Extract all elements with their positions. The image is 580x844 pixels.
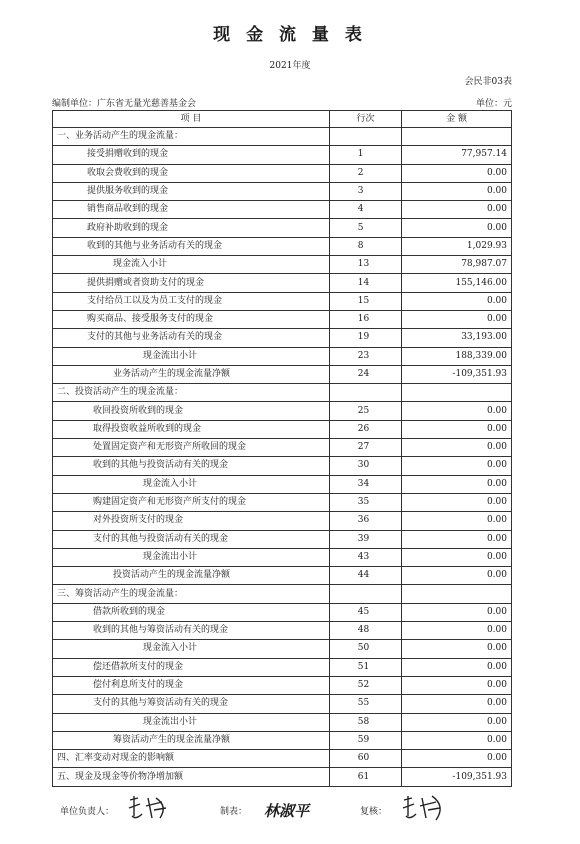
- row-amount: 0.00: [402, 201, 512, 219]
- table-row: [53, 164, 512, 182]
- table-header-row: [53, 111, 512, 128]
- row-item-label: 偿付利息所支付的现金: [53, 676, 330, 694]
- row-item-label: 现金流出小计: [53, 713, 330, 731]
- table-row: [53, 128, 512, 146]
- row-line-number: 60: [329, 750, 401, 768]
- row-item-label: 接受捐赠收到的现金: [53, 146, 330, 164]
- row-item-label: 收到的其他与筹资活动有关的现金: [53, 622, 330, 640]
- row-line-number: 16: [329, 310, 401, 328]
- table-row: [53, 292, 512, 310]
- row-line-number: 61: [329, 768, 401, 786]
- row-amount: 0.00: [402, 676, 512, 694]
- row-amount: 0.00: [402, 310, 512, 328]
- row-item-label: 五、现金及现金等价物净增加额: [53, 768, 330, 786]
- table-row: [53, 658, 512, 676]
- row-line-number: 19: [329, 329, 401, 347]
- header-line-no: 行次: [329, 111, 401, 128]
- row-item-label: 对外投资所支付的现金: [53, 512, 330, 530]
- row-amount: [402, 128, 512, 146]
- table-row: [53, 256, 512, 274]
- row-line-number: 27: [329, 439, 401, 457]
- row-item-label: 销售商品收到的现金: [53, 201, 330, 219]
- table-row: [53, 640, 512, 658]
- row-item-label: 收到的其他与投资活动有关的现金: [53, 457, 330, 475]
- header-amount: 金 额: [402, 111, 512, 128]
- row-amount: 0.00: [402, 493, 512, 511]
- row-amount: 0.00: [402, 439, 512, 457]
- row-amount: 77,957.14: [402, 146, 512, 164]
- row-item-label: 偿还借款所支付的现金: [53, 658, 330, 676]
- table-row: [53, 384, 512, 402]
- row-line-number: 36: [329, 512, 401, 530]
- table-row: [53, 676, 512, 694]
- table-row: [53, 237, 512, 255]
- table-row: [53, 329, 512, 347]
- row-amount: 0.00: [402, 548, 512, 566]
- table-row: [53, 182, 512, 200]
- table-row: [53, 548, 512, 566]
- row-amount: 0.00: [402, 292, 512, 310]
- table-row: [53, 603, 512, 621]
- cash-flow-table: [52, 110, 512, 787]
- row-line-number: 3: [329, 182, 401, 200]
- header-item: 项 目: [53, 111, 330, 128]
- responsible-label: 单位负责人：: [60, 807, 115, 817]
- reviewer-signature: [400, 792, 450, 822]
- row-amount: -109,351.93: [402, 768, 512, 786]
- row-line-number: 24: [329, 365, 401, 383]
- row-line-number: 23: [329, 347, 401, 365]
- row-amount: 1,029.93: [402, 237, 512, 255]
- table-row: [53, 402, 512, 420]
- table-row: [53, 219, 512, 237]
- row-line-number: 26: [329, 420, 401, 438]
- row-item-label: 现金流入小计: [53, 256, 330, 274]
- row-item-label: 支付的其他与筹资活动有关的现金: [53, 695, 330, 713]
- table-row: [53, 622, 512, 640]
- row-line-number: 4: [329, 201, 401, 219]
- table-row: [53, 439, 512, 457]
- row-item-label: 处置固定资产和无形资产所收回的现金: [53, 439, 330, 457]
- table-row: [53, 585, 512, 603]
- preparer-label: 制表：: [220, 807, 248, 817]
- row-amount: 0.00: [402, 457, 512, 475]
- table-row: [53, 420, 512, 438]
- row-item-label: 取得投资收益所收到的现金: [53, 420, 330, 438]
- row-line-number: 8: [329, 237, 401, 255]
- row-amount: 0.00: [402, 512, 512, 530]
- row-item-label: 购建固定资产和无形资产所支付的现金: [53, 493, 330, 511]
- row-line-number: 25: [329, 402, 401, 420]
- reviewer-label: 复核：: [360, 807, 388, 817]
- row-amount: 0.00: [402, 420, 512, 438]
- row-item-label: 支付的其他与投资活动有关的现金: [53, 530, 330, 548]
- row-line-number: 35: [329, 493, 401, 511]
- responsible-signature: [126, 792, 172, 822]
- row-item-label: 四、汇率变动对现金的影响额: [53, 750, 330, 768]
- row-item-label: 业务活动产生的现金流量净额: [53, 365, 330, 383]
- row-amount: 0.00: [402, 402, 512, 420]
- row-item-label: 三、筹资活动产生的现金流量：: [53, 585, 330, 603]
- table-row: [53, 713, 512, 731]
- row-line-number: 58: [329, 713, 401, 731]
- row-line-number: 43: [329, 548, 401, 566]
- row-amount: 0.00: [402, 695, 512, 713]
- row-amount: 78,987.07: [402, 256, 512, 274]
- row-amount: 0.00: [402, 530, 512, 548]
- row-amount: 0.00: [402, 640, 512, 658]
- organization-label: 编制单位：广东省无量光慈善基金会: [52, 99, 197, 109]
- table-row: [53, 457, 512, 475]
- row-line-number: 14: [329, 274, 401, 292]
- currency-unit-label: 单位：元: [475, 99, 512, 109]
- table-row: [53, 567, 512, 585]
- row-item-label: 收取会费收到的现金: [53, 164, 330, 182]
- row-item-label: 购买商品、接受服务支付的现金: [53, 310, 330, 328]
- row-line-number: 30: [329, 457, 401, 475]
- table-row: [53, 365, 512, 383]
- table-row: [53, 201, 512, 219]
- row-amount: [402, 585, 512, 603]
- row-item-label: 支付给员工以及为员工支付的现金: [53, 292, 330, 310]
- row-line-number: 15: [329, 292, 401, 310]
- row-amount: 0.00: [402, 219, 512, 237]
- row-amount: 0.00: [402, 603, 512, 621]
- report-year: 2021年度: [269, 61, 311, 71]
- row-line-number: [329, 128, 401, 146]
- table-row: [53, 731, 512, 749]
- row-item-label: 现金流入小计: [53, 475, 330, 493]
- row-line-number: 45: [329, 603, 401, 621]
- row-line-number: [329, 585, 401, 603]
- row-amount: 0.00: [402, 622, 512, 640]
- row-amount: 0.00: [402, 658, 512, 676]
- row-line-number: 34: [329, 475, 401, 493]
- table-row: [53, 695, 512, 713]
- row-amount: 0.00: [402, 713, 512, 731]
- row-amount: 0.00: [402, 750, 512, 768]
- row-amount: 0.00: [402, 567, 512, 585]
- row-item-label: 二、投资活动产生的现金流量：: [53, 384, 330, 402]
- row-amount: 0.00: [402, 182, 512, 200]
- row-amount: [402, 384, 512, 402]
- row-line-number: 39: [329, 530, 401, 548]
- form-code: 会民非03表: [464, 77, 512, 87]
- row-line-number: 44: [329, 567, 401, 585]
- row-amount: 155,146.00: [402, 274, 512, 292]
- table-row: [53, 274, 512, 292]
- row-line-number: 2: [329, 164, 401, 182]
- row-item-label: 一、业务活动产生的现金流量：: [53, 128, 330, 146]
- row-amount: 0.00: [402, 475, 512, 493]
- row-line-number: 59: [329, 731, 401, 749]
- table-row: [53, 750, 512, 768]
- row-line-number: 5: [329, 219, 401, 237]
- table-row: [53, 347, 512, 365]
- row-line-number: 50: [329, 640, 401, 658]
- row-item-label: 现金流出小计: [53, 548, 330, 566]
- row-item-label: 提供捐赠或者资助支付的现金: [53, 274, 330, 292]
- row-line-number: 51: [329, 658, 401, 676]
- row-line-number: 52: [329, 676, 401, 694]
- row-amount: 33,193.00: [402, 329, 512, 347]
- row-line-number: 13: [329, 256, 401, 274]
- row-item-label: 借款所收到的现金: [53, 603, 330, 621]
- row-item-label: 收到的其他与业务活动有关的现金: [53, 237, 330, 255]
- row-line-number: 55: [329, 695, 401, 713]
- table-row: [53, 475, 512, 493]
- row-item-label: 收回投资所收到的现金: [53, 402, 330, 420]
- table-row: [53, 493, 512, 511]
- table-row: [53, 146, 512, 164]
- row-item-label: 现金流出小计: [53, 347, 330, 365]
- row-item-label: 支付的其他与业务活动有关的现金: [53, 329, 330, 347]
- row-item-label: 筹资活动产生的现金流量净额: [53, 731, 330, 749]
- row-amount: 0.00: [402, 164, 512, 182]
- row-item-label: 现金流入小计: [53, 640, 330, 658]
- table-row: [53, 768, 512, 786]
- row-item-label: 投资活动产生的现金流量净额: [53, 567, 330, 585]
- row-amount: 0.00: [402, 731, 512, 749]
- row-line-number: 48: [329, 622, 401, 640]
- preparer-signature: 林淑平: [264, 802, 310, 820]
- row-amount: 188,339.00: [402, 347, 512, 365]
- table-row: [53, 512, 512, 530]
- table-row: [53, 310, 512, 328]
- table-row: [53, 530, 512, 548]
- row-line-number: 1: [329, 146, 401, 164]
- row-line-number: [329, 384, 401, 402]
- row-item-label: 提供服务收到的现金: [53, 182, 330, 200]
- report-title: 现 金 流 量 表: [213, 25, 367, 45]
- row-item-label: 政府补助收到的现金: [53, 219, 330, 237]
- row-amount: -109,351.93: [402, 365, 512, 383]
